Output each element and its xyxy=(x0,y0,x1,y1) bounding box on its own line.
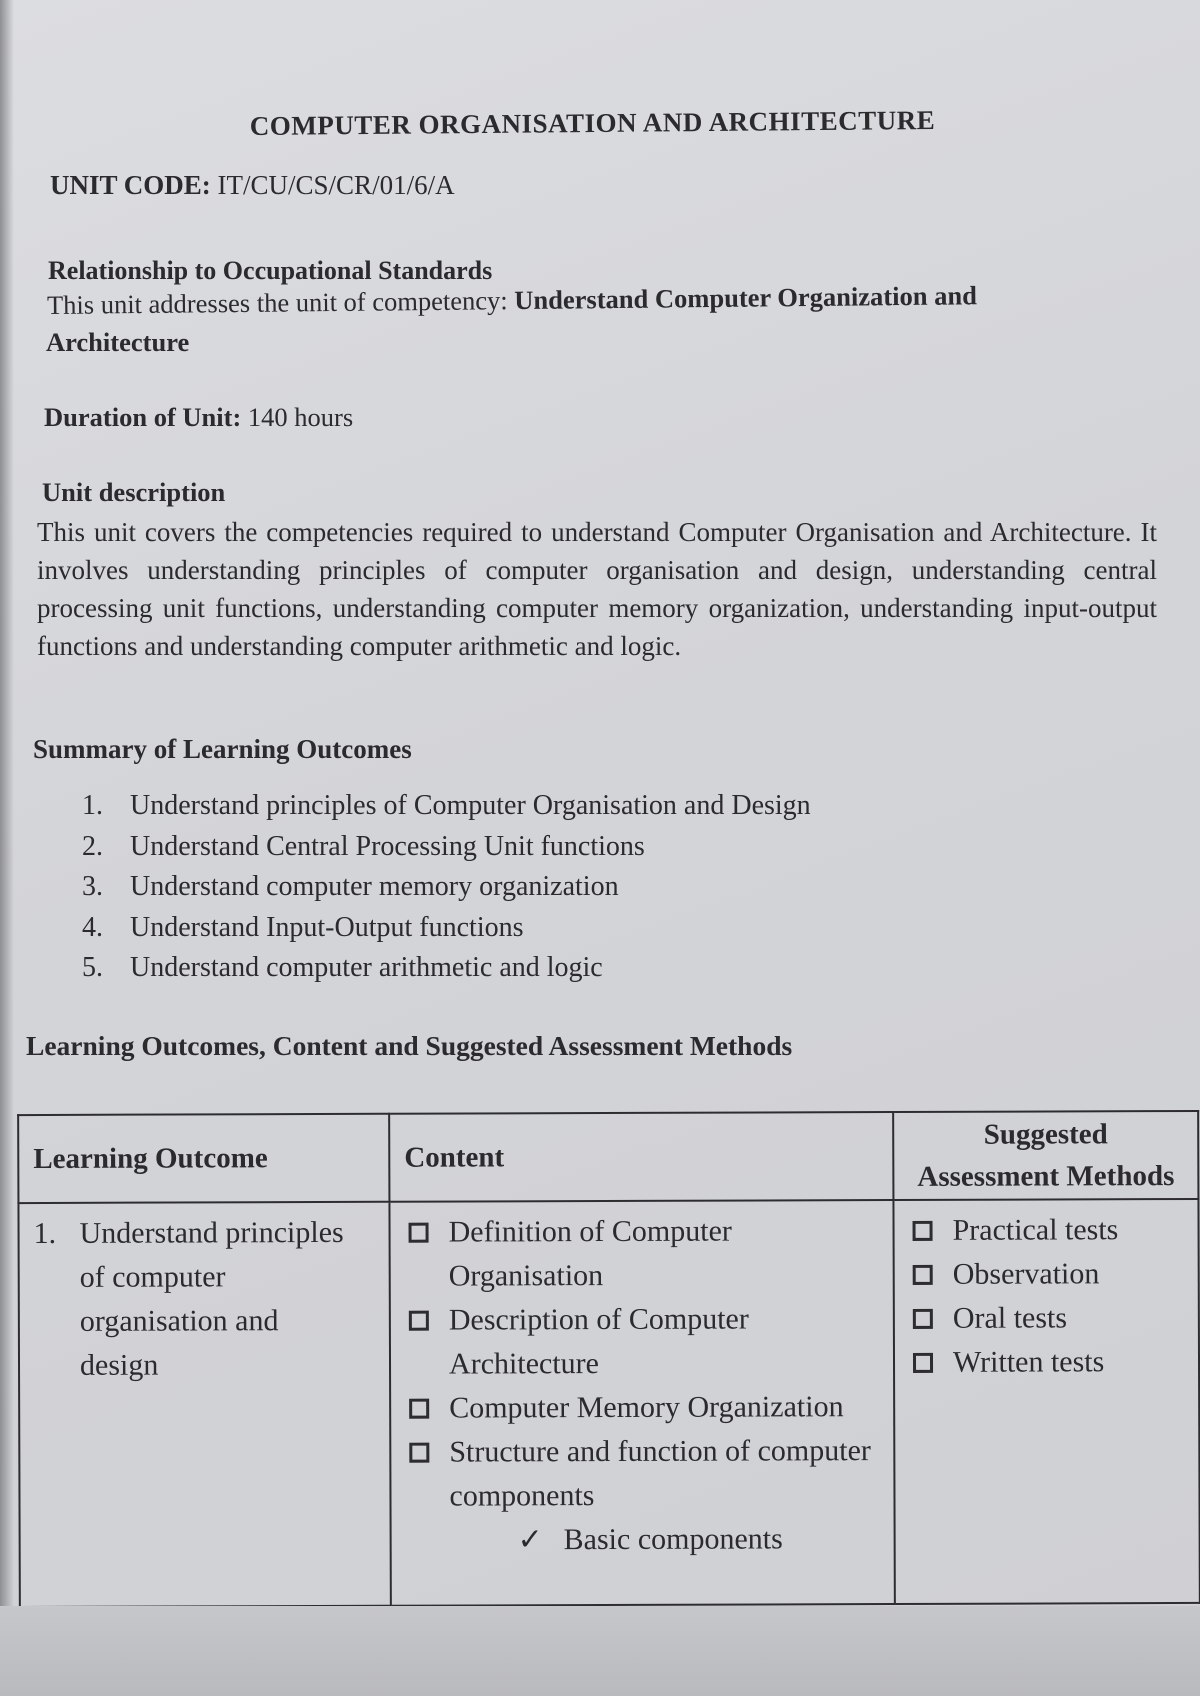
outcomes-table-wrap xyxy=(17,1110,1200,1608)
competency-name: Understand Computer Organization and xyxy=(514,280,978,316)
checkmark-icon: ✓ xyxy=(517,1523,543,1557)
checkbox-bullet-icon xyxy=(409,1399,429,1419)
content-item: Computer Memory Organization xyxy=(405,1385,883,1431)
header-assessment-line1: Suggested xyxy=(983,1118,1108,1151)
table-row xyxy=(18,1199,1199,1607)
table-section-heading: Learning Outcomes, Content and Suggested Assessment Methods xyxy=(26,1030,793,1061)
content-subitem: ✓ Basic components xyxy=(406,1517,884,1563)
unit-description-heading: Unit description xyxy=(42,477,226,507)
summary-outcome-list xyxy=(82,786,811,989)
unit-code-line xyxy=(50,170,455,201)
table-header-row xyxy=(18,1111,1198,1203)
checkbox-bullet-icon xyxy=(913,1265,933,1285)
page-bottom-background xyxy=(0,1606,1200,1696)
page-edge-shadow xyxy=(0,0,14,1696)
assessment-item: Observation xyxy=(909,1252,1188,1297)
summary-outcome-item: 3. Understand computer memory organization xyxy=(82,871,619,902)
checkbox-bullet-icon xyxy=(409,1223,429,1243)
content-item: Description of Computer Architecture xyxy=(405,1297,883,1387)
duration-value: 140 hours xyxy=(247,402,354,432)
outcome-text: Understand principles of computer organisation and design xyxy=(79,1215,344,1382)
summary-outcome-item: 1. Understand principles of Computer Organisation and Design xyxy=(82,790,811,821)
checkbox-bullet-icon xyxy=(409,1443,429,1463)
summary-outcome-item: 2. Understand Central Processing Unit functions xyxy=(82,830,645,862)
assessment-item: Oral tests xyxy=(909,1296,1188,1341)
cell-content xyxy=(389,1200,894,1606)
outcome-number: 1. xyxy=(33,1216,57,1251)
summary-heading: Summary of Learning Outcomes xyxy=(33,734,412,764)
relationship-text xyxy=(47,280,977,321)
checkbox-bullet-icon xyxy=(913,1221,933,1241)
document-title: COMPUTER ORGANISATION AND ARCHITECTURE xyxy=(249,105,936,141)
header-assessment-methods xyxy=(893,1111,1198,1200)
cell-learning-outcome xyxy=(18,1202,390,1607)
header-assessment-line2: Assessment Methods xyxy=(917,1160,1175,1193)
assessment-item: Practical tests xyxy=(908,1208,1187,1253)
checkbox-bullet-icon xyxy=(409,1311,429,1331)
header-content: Content xyxy=(389,1112,893,1202)
relationship-prefix: This unit addresses the unit of competency: xyxy=(46,285,508,320)
cell-assessment-methods xyxy=(893,1199,1199,1604)
summary-outcome-item: 5. Understand computer arithmetic and logic xyxy=(82,952,603,983)
content-item: Structure and function of computer components xyxy=(405,1429,883,1519)
header-learning-outcome: Learning Outcome xyxy=(18,1114,389,1203)
outcomes-table xyxy=(17,1110,1200,1608)
duration-label: Duration of Unit: xyxy=(44,402,242,432)
unit-code-label: UNIT CODE: xyxy=(50,170,211,200)
checkbox-bullet-icon xyxy=(913,1309,933,1329)
unit-description-text: This unit covers the competencies required to understand Computer Organisation and Architecture. It involves understanding principles of computer organisation and design, understanding central processing unit functions, understanding computer memory organization, understanding input-output functions and understanding computer arithmetic and logic. xyxy=(37,517,1157,661)
content-item: Definition of Computer Organisation xyxy=(404,1209,882,1299)
competency-name-cont: Architecture xyxy=(46,327,190,357)
unit-code-value: IT/CU/CS/CR/01/6/A xyxy=(217,170,455,200)
checkbox-bullet-icon xyxy=(913,1353,933,1373)
duration-line xyxy=(44,402,353,433)
assessment-item: Written tests xyxy=(909,1340,1188,1385)
relationship-heading: Relationship to Occupational Standards xyxy=(48,256,493,285)
summary-outcome-item: 4. Understand Input-Output functions xyxy=(82,911,524,943)
